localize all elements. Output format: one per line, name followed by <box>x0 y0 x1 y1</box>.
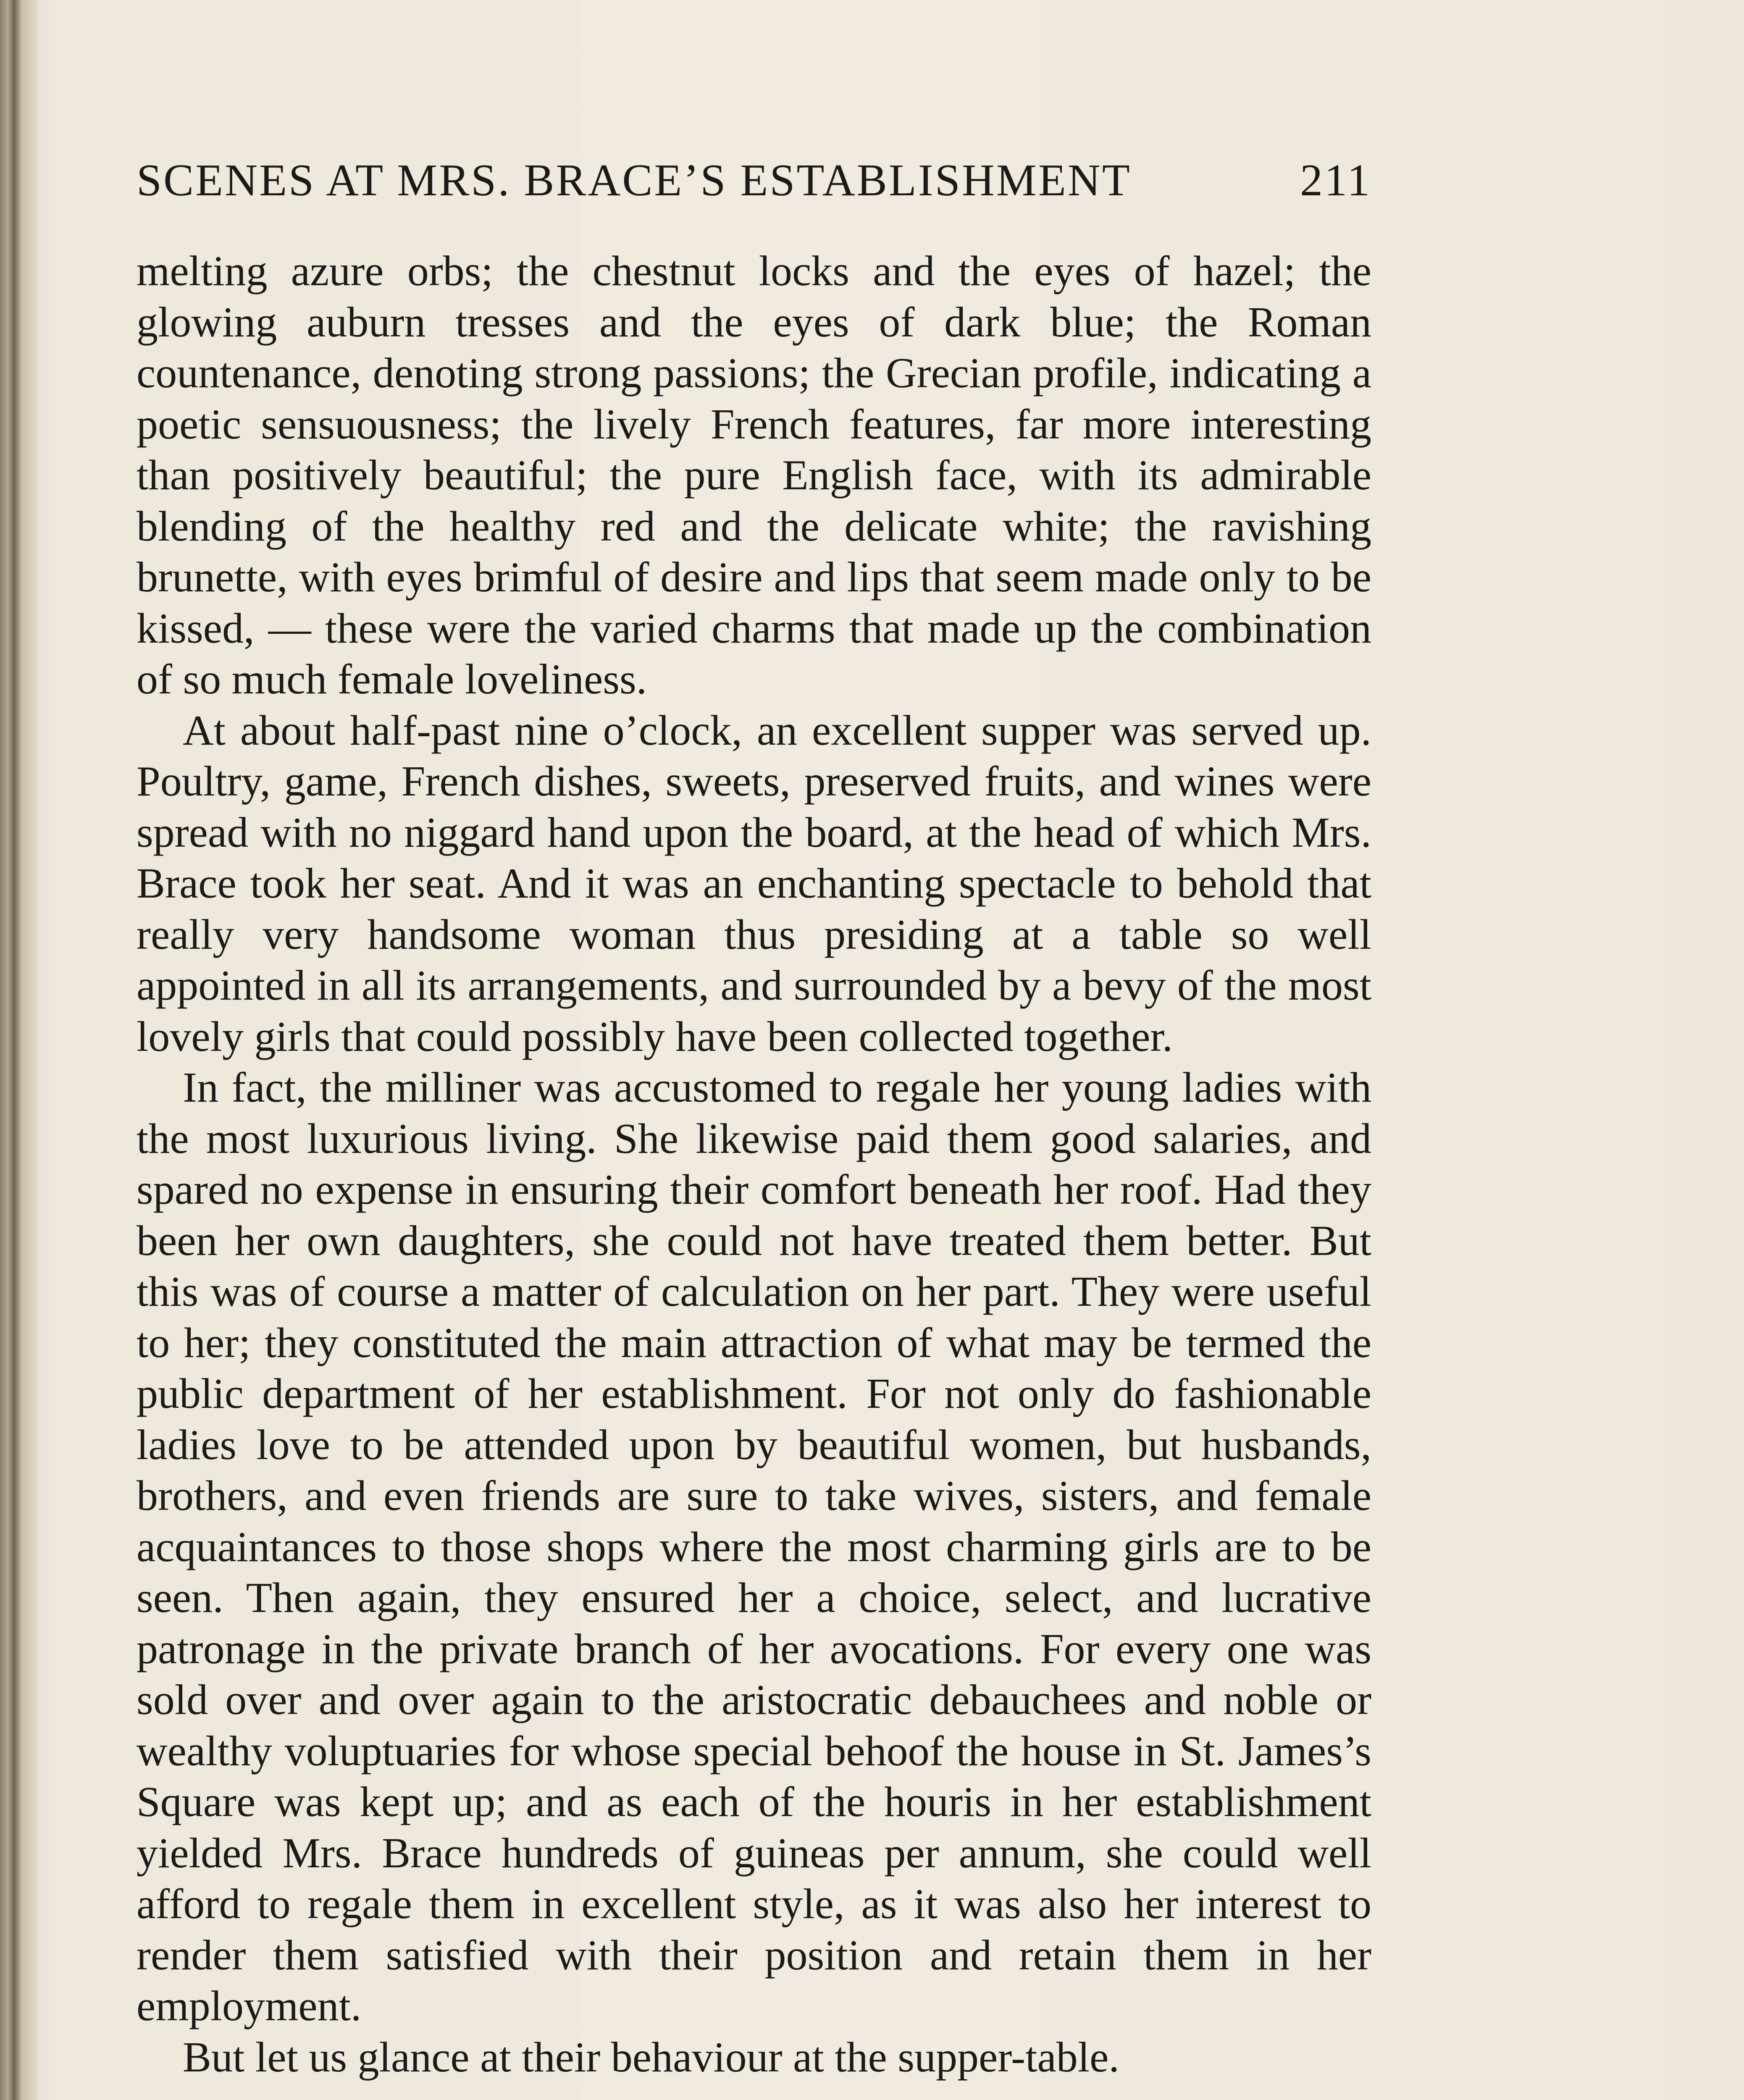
page-number: 211 <box>1300 155 1371 205</box>
paragraph-1-continued: melting azure orbs; the chestnut locks and the eyes of hazel; the glowing auburn tresses and the eyes of dark blue; the Roman countenance, denoting strong passions; the Grecian profile, indicating a poetic sensuousness; the lively French features, far more interesting than positively beautiful; the pure English face, with its admirable blending of the healthy red and the delicate white; the ravishing brunette, with eyes brimful of desire and lips that seem made only to be kissed, — these were the varied charms that made up the combination of so much female loveliness. <box>137 247 1371 703</box>
running-head <box>137 155 1371 213</box>
running-title: SCENES AT MRS. BRACE’S ESTABLISHMENT <box>137 155 1132 205</box>
book-binding-edge <box>0 0 38 2100</box>
body-text <box>137 246 1371 2083</box>
paragraph-3: In fact, the milliner was accustomed to regale her young ladies with the most luxurious living. She likewise paid them good salaries, and spared no expense in ensuring their comfort beneath her roof. Had they been her own daughters, she could not have treated them better. But this was of course a matter of calculation on her part. They were useful to her; they constituted the main attraction of what may be termed the public department of her establishment. For not only do fashionable ladies love to be attended upon by beautiful women, but husbands, brothers, and even friends are sure to take wives, sisters, and female acquaintances to those shops where the most charming girls are to be seen. Then again, they ensured her a choice, select, and lucrative patronage in the private branch of her avocations. For every one was sold over and over again to the aristocratic debauchees and noble or wealthy voluptuaries for whose special behoof the house in St. James’s Square was kept up; and as each of the houris in her establishment yielded Mrs. Brace hundreds of guineas per annum, she could well afford to regale them in excellent style, as it was also her interest to render them satisfied with their position and retain them in her employment. <box>137 1064 1371 2030</box>
paragraph-2: At about half-past nine o’clock, an excellent supper was served up. Poultry, game, French dishes, sweets, preserved fruits, and wines were spread with no niggard hand upon the board, at the head of which Mrs. Brace took her seat. And it was an enchanting spectacle to behold that really very handsome woman thus presiding at a table so well appointed in all its arrangements, and surrounded by a bevy of the most lovely girls that could possibly have been collected together. <box>137 706 1371 1060</box>
paragraph-4: But let us glance at their behaviour at the supper-table. <box>183 2033 1119 2081</box>
